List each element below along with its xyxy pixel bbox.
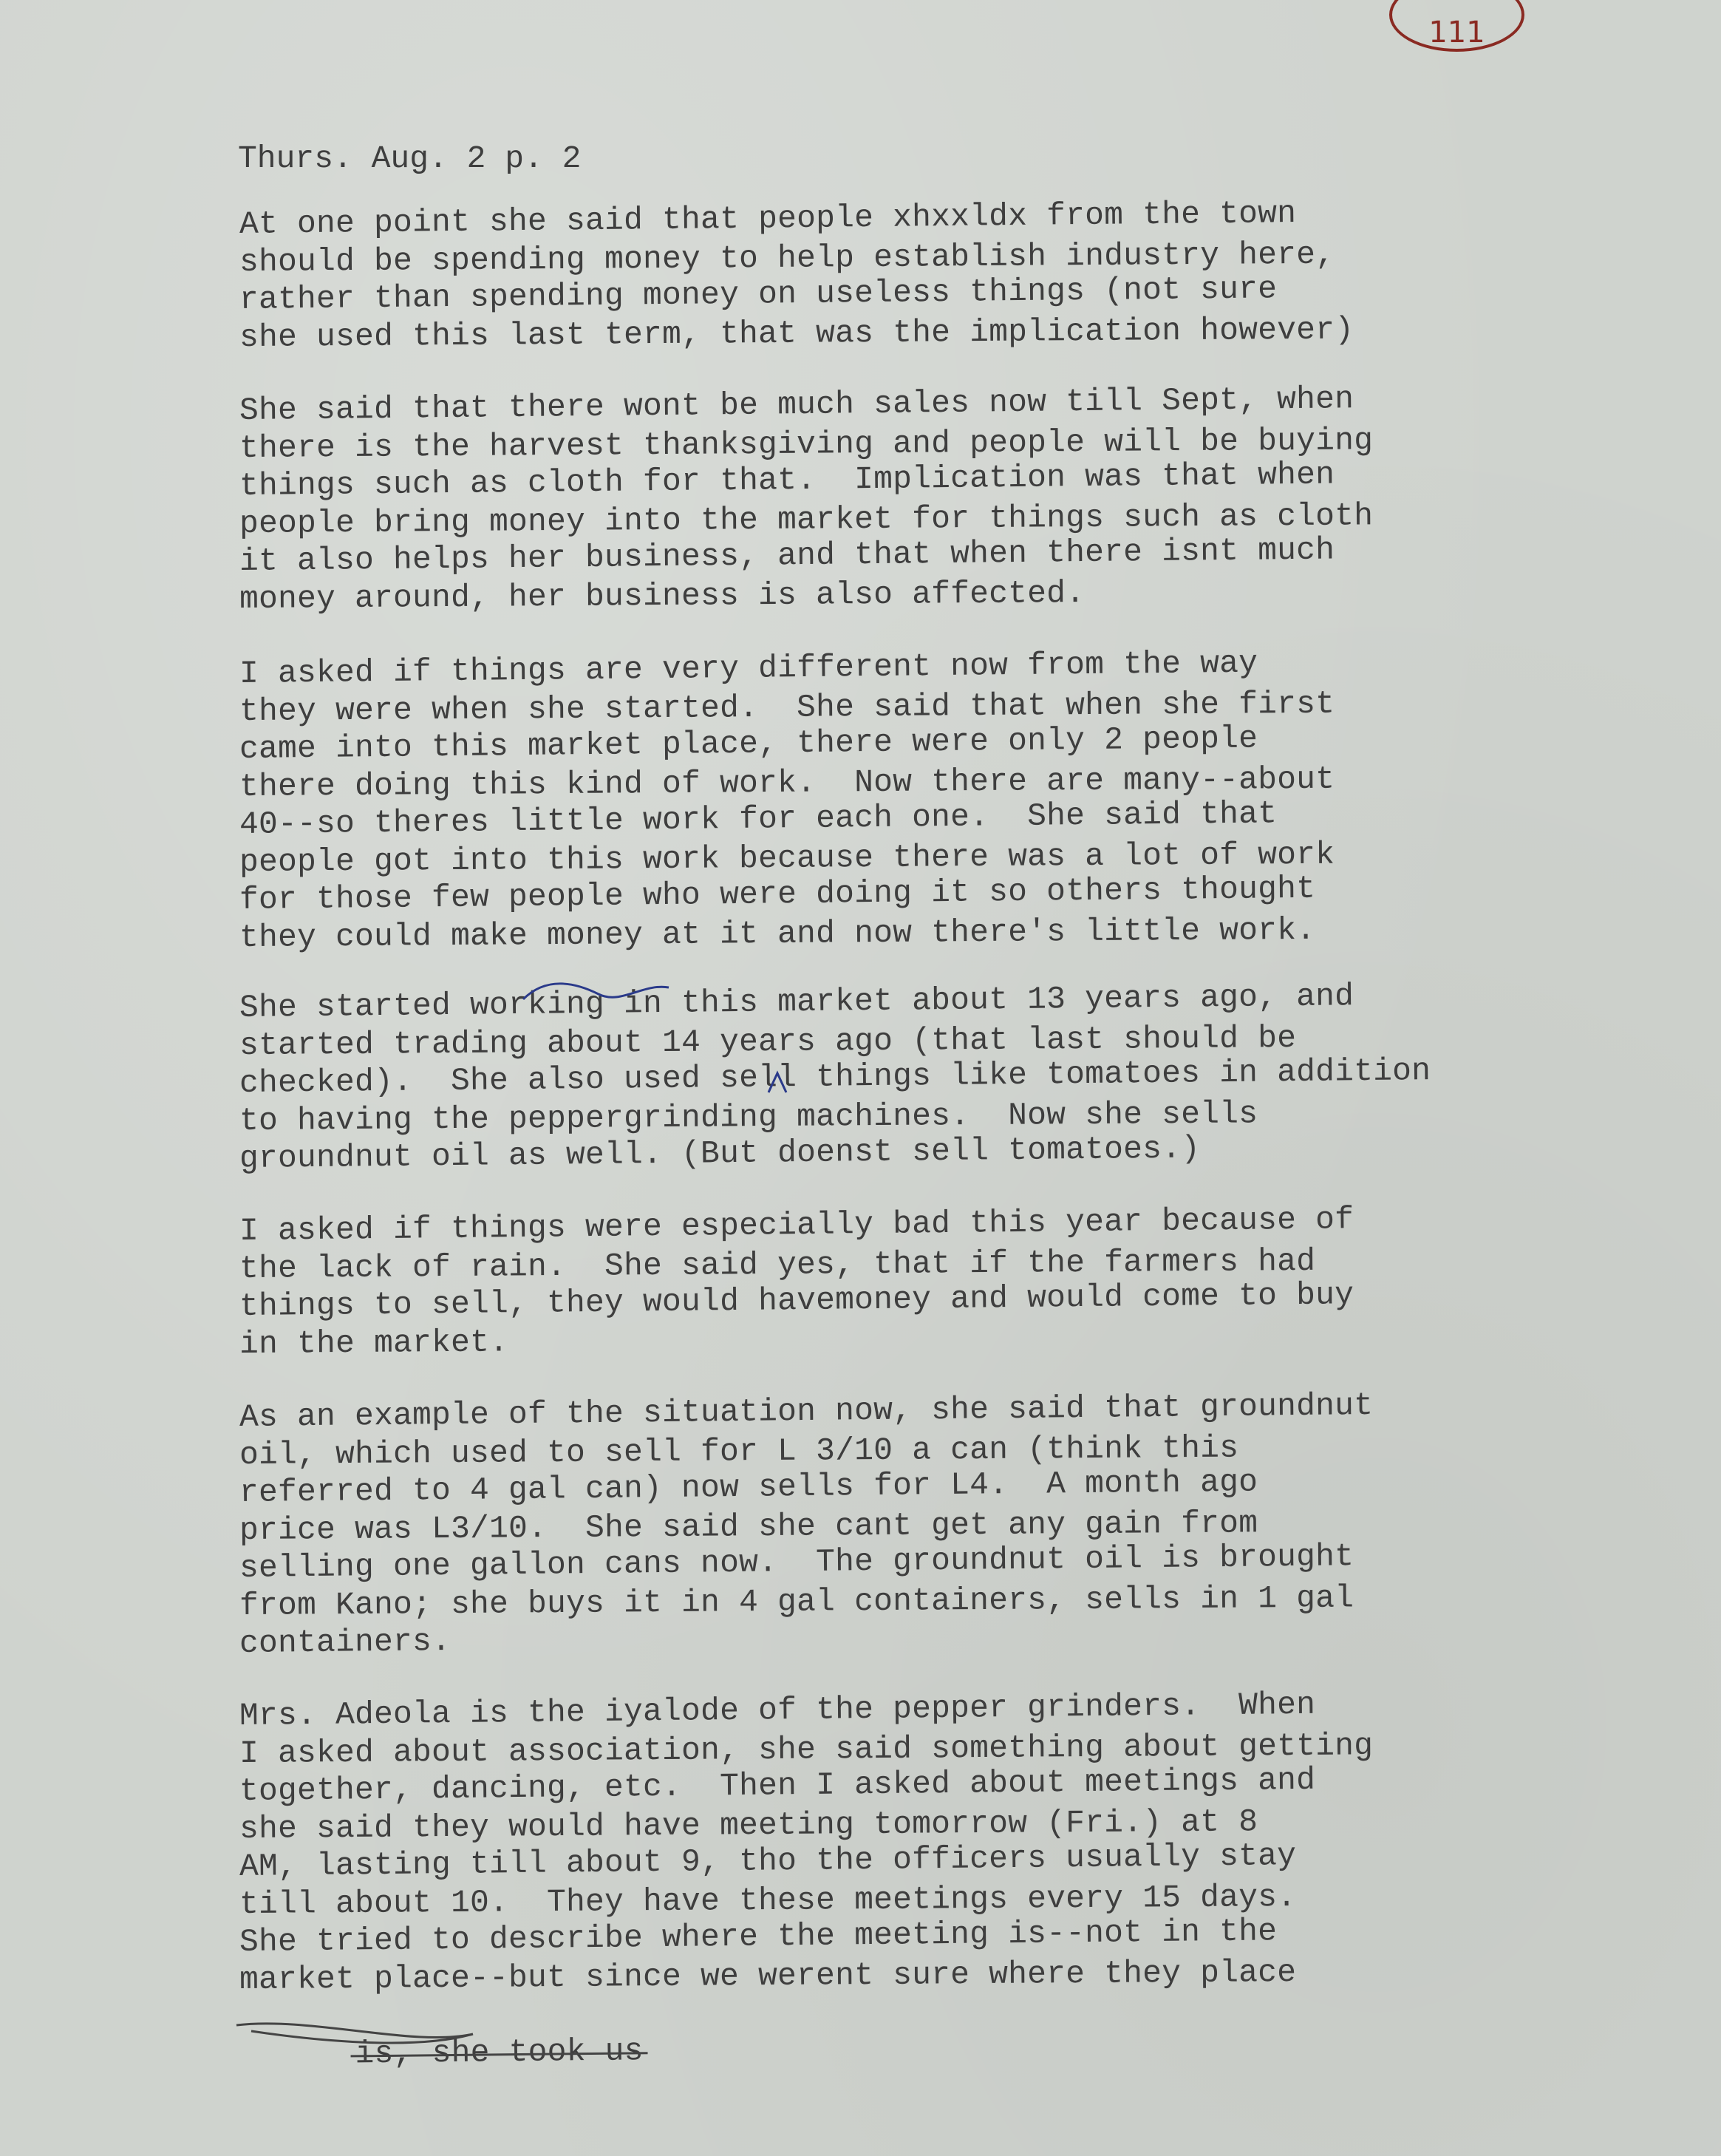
text-line: started trading about 14 years ago (that last should be bbox=[239, 1020, 1297, 1064]
text-line: the lack of rain. She said yes, that if the farmers had bbox=[239, 1242, 1316, 1287]
text-line: oil, which used to sell for L 3/10 a can (think this bbox=[239, 1429, 1239, 1473]
text-line: As an example of the situation now, she said that groundnut bbox=[239, 1387, 1374, 1435]
text-line: she said they would have meeting tomorrow (Fri.) at 8 bbox=[239, 1803, 1258, 1847]
text-line: I asked about association, she said something about getting bbox=[239, 1727, 1374, 1772]
paragraph-1 bbox=[239, 195, 1570, 356]
paragraph-7 bbox=[239, 1686, 1570, 2072]
text-line: Mrs. Adeola is the iyalode of the pepper grinders. When bbox=[239, 1686, 1316, 1734]
text-line: She started working in this market about 13 years ago, and bbox=[239, 978, 1354, 1026]
text-line: till about 10. They have these meetings every 15 days. bbox=[239, 1879, 1297, 1922]
text-line: together, dancing, etc. Then I asked about meetings and bbox=[239, 1761, 1316, 1809]
text-line: money around, her business is also affected. bbox=[239, 575, 1086, 617]
text-line: they could make money at it and now there's little work. bbox=[239, 911, 1316, 956]
text-line: there doing this kind of work. Now there are many--about bbox=[239, 761, 1335, 805]
text-line: came into this market place, there were only 2 people bbox=[239, 720, 1258, 767]
text-line: there is the harvest thanksgiving and people will be buying bbox=[239, 422, 1374, 466]
paragraph-5 bbox=[239, 1201, 1570, 1363]
struck-out-text: is, she took us bbox=[355, 2033, 644, 2072]
paragraph-3 bbox=[239, 645, 1570, 956]
text-line: She tried to describe where the meeting is--not in the bbox=[239, 1913, 1278, 1960]
text-line: things such as cloth for that. Implication was that when bbox=[239, 456, 1335, 504]
paragraph-6 bbox=[239, 1387, 1570, 1662]
text-line: they were when she started. She said that when she first bbox=[239, 685, 1335, 730]
paragraph-4 bbox=[239, 978, 1570, 1177]
text-line: to having the peppergrinding machines. Now she sells bbox=[239, 1095, 1258, 1139]
text-line: checked). She also used sell things like tomatoes in addition bbox=[239, 1053, 1431, 1101]
paragraph-2 bbox=[239, 381, 1570, 618]
text-line: AM, lasting till about 9, tho the officers usually stay bbox=[239, 1837, 1297, 1885]
text-line: selling one gallon cans now. The groundnut oil is brought bbox=[239, 1538, 1354, 1586]
text-line: should be spending money to help establish industry here, bbox=[239, 236, 1335, 280]
text-line: people got into this work because there was a lot of work bbox=[239, 836, 1335, 880]
text-line: for those few people who were doing it so others thought bbox=[239, 870, 1316, 918]
page-number-stamp: 111 bbox=[1389, 0, 1524, 52]
text-line: things to sell, they would havemoney and would come to buy bbox=[239, 1276, 1354, 1324]
text-line: referred to 4 gal can) now sells for L4. A month ago bbox=[239, 1463, 1258, 1511]
text-line: she used this last term, that was the implication however) bbox=[239, 311, 1354, 356]
text-line: I asked if things were especially bad this year because of bbox=[239, 1201, 1354, 1249]
text-line: 40--so theres little work for each one. She said that bbox=[239, 795, 1278, 843]
page-header: Thurs. Aug. 2 p. 2 bbox=[238, 140, 582, 177]
text-line: market place--but since we werent sure where they place bbox=[239, 1954, 1297, 1998]
text-line: in the market. bbox=[239, 1324, 509, 1362]
text-line: At one point she said that people xhxxldx from the town bbox=[239, 195, 1297, 242]
text-line: She said that there wont be much sales now till Sept, when bbox=[239, 381, 1354, 429]
text-line: rather than spending money on useless things (not sure bbox=[239, 271, 1278, 318]
text-line: people bring money into the market for things such as cloth bbox=[239, 497, 1374, 542]
text-line: I asked if things are very different now from the way bbox=[239, 645, 1258, 692]
text-line: containers. bbox=[239, 1623, 451, 1662]
text-line: price was L3/10. She said she cant get any gain from bbox=[239, 1505, 1258, 1548]
text-line: it also helps her business, and that when there isnt much bbox=[239, 531, 1335, 579]
text-line: groundnut oil as well. (But doenst sell tomatoes.) bbox=[239, 1130, 1201, 1177]
text-line: from Kano; she buys it in 4 gal containers, sells in 1 gal bbox=[239, 1579, 1354, 1624]
